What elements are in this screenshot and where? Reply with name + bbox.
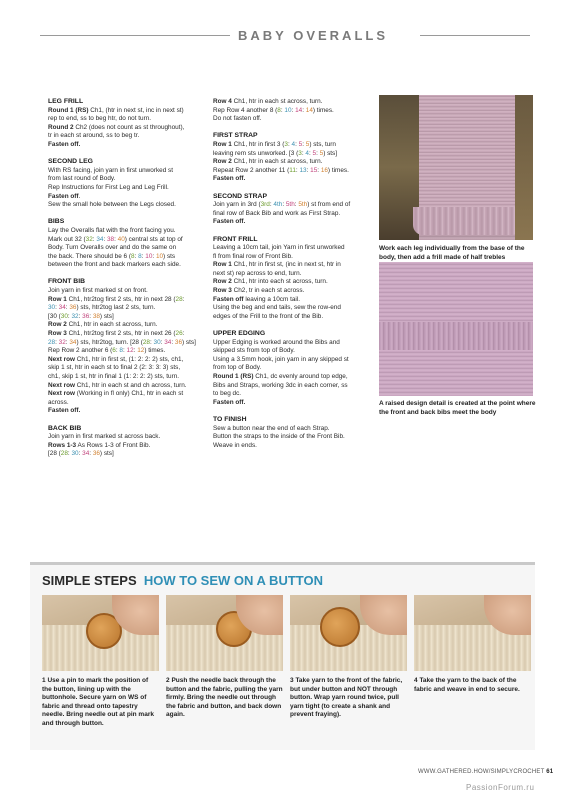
section-title: BACK BIB [48,424,82,432]
step-3-photo [290,595,407,671]
page-footer [418,769,553,775]
section-to-finish: TO FINISH Sew a button near the end of each Strap. Button the straps to the inside of the Front Bib. Weave in ends. [213,416,368,450]
section-bibs: BIBS Lay the Overalls flat with the front facing you. Mark out 32 (32: 34: 38: 40) central sts at top of Body. Turn Overalls over and do the same on the back. There should be 6 (8: 8: 10: 10) sts between the front and back markers each side. [48,218,204,270]
section-front-frill: FRONT FRILL Leaving a 10cm tail, join Yarn in first unworked fl from final row of Front Bib. Row 1 Ch1, htr in first st, (inc in next st, htr in next st) rep across to end, turn. Row 2 Ch1, htr into each st across, turn. Row 3 Ch2, tr in each st across. Fasten off leaving a 10cm tail. Using the beg and end tails, sew the row-end edges of the Frill to the front of the Bib. [213,236,368,322]
steps-title: SIMPLE STEPS HOW TO SEW ON A BUTTON [42,573,323,588]
step-1-text: 1 Use a pin to mark the position of the button, lining up with the buttonhole. Secure yarn on WS of fabric and thread onto tapestry needle. Bring needle out at pin mark and through button. [42,677,154,727]
step-2-photo [166,595,283,671]
section-title: TO FINISH [213,415,247,423]
footer-url: WWW.GATHERED.HOW/SIMPLYCROCHET [418,769,545,775]
section-title: FRONT BIB [48,278,86,286]
section-upper-edging: UPPER EDGING Upper Edging is worked around the Bibs and skipped sts from top of Body. Using a 3.5mm hook, join yarn in any skipped st from top of Body. Round 1 (RS) Ch1, dc evenly around top edge, Bibs and Straps, working 3dc in each corner, ss to beg dc. Fasten off. [213,330,368,407]
section-title: FIRST STRAP [213,132,258,140]
leg-frill-photo [379,95,533,240]
step-4-photo [414,595,531,671]
section-second-leg: SECOND LEG With RS facing, join yarn in first unworked st from last round of Body. Rep Instructions for First Leg and Leg Frill. Fasten off. Sew the small hole between the Legs closed. [48,158,204,210]
step-1-photo [42,595,159,671]
watermark: PassionForum.ru [466,783,535,792]
step-4-text: 4 Take the yarn to the back of the fabric and weave in end to secure. [414,677,520,693]
section-title: LEG FRILL [48,98,84,105]
section-title: SECOND STRAP [213,192,268,200]
step-3-text: 3 Take yarn to the front of the fabric, but under button and NOT through button. Wrap yarn round twice, pull yarn tight (to create a shank and prevent fraying). [290,677,403,719]
photo-caption: A raised design detail is created at the point where the front and back bibs meet the body [379,400,536,416]
step-2-text: 2 Push the needle back through the button and the fabric, pulling the yarn firmly. Bring the needle out through the fabric and button, and back down again. [166,677,283,719]
section-leg-frill: LEG FRILL Round 1 (RS) Ch1, (htr in next st, inc in next st) rep to end, ss to beg htr, do not turn. Round 2 Ch2 (does not count as st throughout), tr in each st around, ss to beg tr. Fasten off. [48,98,204,150]
header-rule-right [420,35,530,36]
photo-caption: Work each leg individually from the base of the body, then add a frill made of half trebles [379,245,525,261]
pattern-column-1 [48,98,204,468]
simple-steps-panel [30,562,535,750]
section-row4: Row 4 Ch1, htr in each st across, turn. Rep Row 4 another 8 (8: 10: 14: 14) times. Do not fasten off. [213,98,334,123]
section-title: FRONT FRILL [213,235,258,243]
section-title: BIBS [48,218,65,226]
section-front-bib: FRONT BIB Join yarn in first marked st on front. Row 1 Ch1, htr2tog first 2 sts, htr in next 28 (28: 30: 34: 36) sts, htr2tog last 2 sts, turn. [30 (30: 32: 36: 38) sts] Row 2 Ch1, htr in each st across, turn. Row 3 Ch1, htr2tog first 2 sts, htr in next 26 (26: 28: 32: 34) sts, htr2tog, turn. [28 (28: 30: 34: 36) sts] Rep Row 2 another 6 (6: 8: 12: 12) times. Next row Ch1, htr in first st, (1: 2: 2: 2) sts, ch1, skip 1 st, htr in each st to final 2 (2: 3: 3: 3) sts, ch1, skip 1 st, htr in final 1 (1: 2: 2: 2) sts, turn. Next row Ch1, htr in each st and ch across, turn. Next row (Working in fl only) Ch1, htr in each st across. Fasten off. [48,278,204,416]
section-title: UPPER EDGING [213,330,266,338]
section-title: SECOND LEG [48,158,93,166]
page-number: 61 [546,769,554,775]
page-header-title: BABY OVERALLS [238,28,388,43]
section-back-bib: BACK BIB Join yarn in first marked st across back. Rows 1-3 As Rows 1-3 of Front Bib. [28 (28: 30: 34: 36) sts] [48,425,204,459]
pattern-column-2 [213,98,368,459]
section-first-strap: FIRST STRAP Row 1 Ch1, htr in first 3 (3: 4: 5: 5) sts, turn leaving rem sts unworked. [3 (3: 4: 5: 5) sts] Row 2 Ch1, htr in each st across, turn. Repeat Row 2 another 11 (11: 13: 15: 16) times. Fasten off. [213,132,368,184]
bib-detail-photo [379,262,533,396]
header-rule-left [40,35,230,36]
section-second-strap: SECOND STRAP Join yarn in 3rd (3rd: 4th: 5th: 5th) st from end of final row of Back Bib and work as First Strap. Fasten off. [213,193,368,227]
